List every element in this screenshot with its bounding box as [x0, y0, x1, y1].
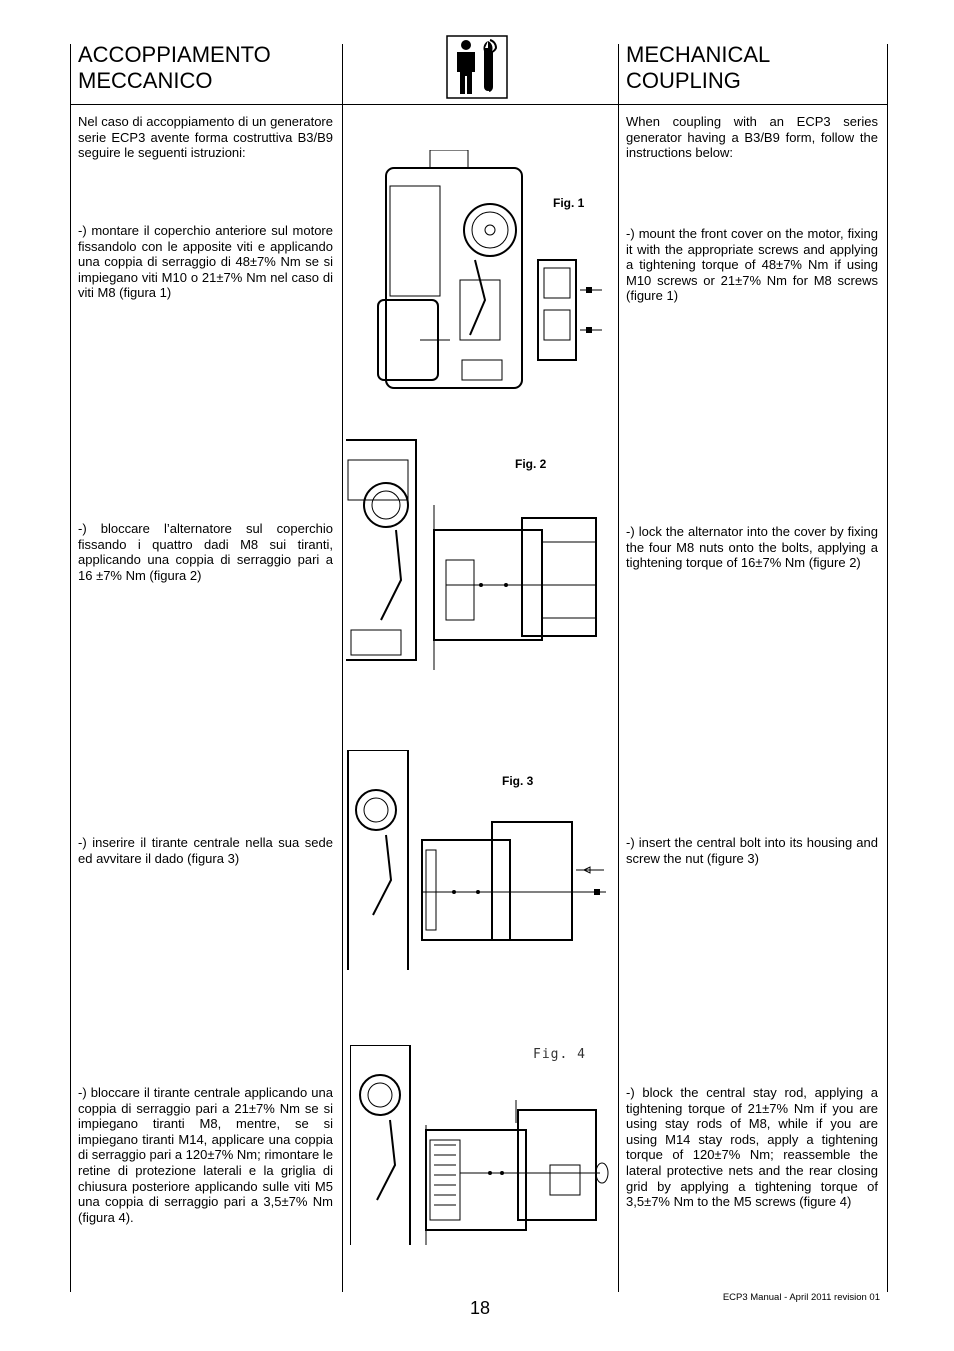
frame-divider-left	[342, 44, 343, 1292]
title-italian-line2: MECCANICO	[78, 68, 213, 93]
title-english	[626, 42, 770, 94]
title-english-line1: MECHANICAL	[626, 42, 771, 67]
italian-intro: Nel caso di accoppiamento di un generatore serie ECP3 avente forma costruttiva B3/B9 seguire le seguenti istruzioni:	[78, 114, 333, 161]
italian-step2: -) bloccare l’alternatore sul coperchio fissando i quattro dadi M8 sui tiranti, applicando una coppia di serraggio pari a 16 ±7% Nm (figura 2)	[78, 521, 333, 583]
english-intro: When coupling with an ECP3 series generator having a B3/B9 form, follow the instructions below:	[626, 114, 878, 161]
figure-1-engine-drawing	[360, 150, 610, 395]
english-step3: -) insert the central bolt into its housing and screw the nut (figure 3)	[626, 835, 878, 866]
figure-4-protective-nets-drawing	[350, 1045, 615, 1245]
manual-revision: ECP3 Manual - April 2011 revision 01	[722, 1292, 880, 1303]
italian-step4: -) bloccare il tirante centrale applicando una coppia di serraggio pari a 21±7% Nm se si impiegano tiranti M8, mentre, se si impiegano tiranti M14, applicare una coppia di serraggio pari a 120±7% Nm; rimontare le retine di protezione laterali e la griglia di chiusura posteriore applicando sulle viti M5 una coppia di serraggio pari a 3,5±7% Nm (figura 4).	[78, 1085, 333, 1225]
title-italian-line1: ACCOPPIAMENTO	[78, 42, 271, 67]
figure-2-label: Fig. 2	[515, 457, 547, 471]
frame-divider-right	[618, 44, 619, 1292]
figure-3-central-bolt-drawing	[346, 750, 611, 975]
frame-right-border	[887, 44, 888, 1292]
technician-wrench-icon	[446, 35, 508, 99]
figure-2-alternator-drawing	[346, 430, 606, 670]
title-english-line2: COUPLING	[626, 68, 741, 93]
english-step4: -) block the central stay rod, applying a tightening torque of 21±7% Nm if you are using stay rods of M8, while if you are using M14 stay rods, apply a tightening torque of 120±7% Nm; reassemble the lateral protective nets and the rear closing grid by applying a tightening torque of 3,5±7% Nm to the M5 screws (figure 4)	[626, 1085, 878, 1210]
frame-left-border	[70, 44, 71, 1292]
figure-1-label: Fig. 1	[553, 196, 585, 210]
italian-step3: -) inserire il tirante centrale nella sua sede ed avvitare il dado (figura 3)	[78, 835, 333, 866]
english-step1: -) mount the front cover on the motor, fixing it with the appropriate screws and applying a tightening torque of 48±7% Nm if using M10 screws or 21±7% Nm for M8 screws (figure 1)	[626, 226, 878, 304]
title-italian	[78, 42, 271, 94]
italian-step1: -) montare il coperchio anteriore sul motore fissandolo con le apposite viti e applicando una coppia di serraggio di 48±7% Nm se si impiegano viti M10 o 21±7% Nm nel caso di viti M8 (figura 1)	[78, 223, 333, 301]
figure-3-label: Fig. 3	[502, 774, 534, 788]
page-number: 18	[470, 1298, 491, 1318]
figure-4-label: Fig. 4	[533, 1047, 586, 1062]
header-divider	[70, 104, 888, 105]
english-step2: -) lock the alternator into the cover by fixing the four M8 nuts onto the bolts, applying a tightening torque of 16±7% Nm (figure 2)	[626, 524, 878, 571]
